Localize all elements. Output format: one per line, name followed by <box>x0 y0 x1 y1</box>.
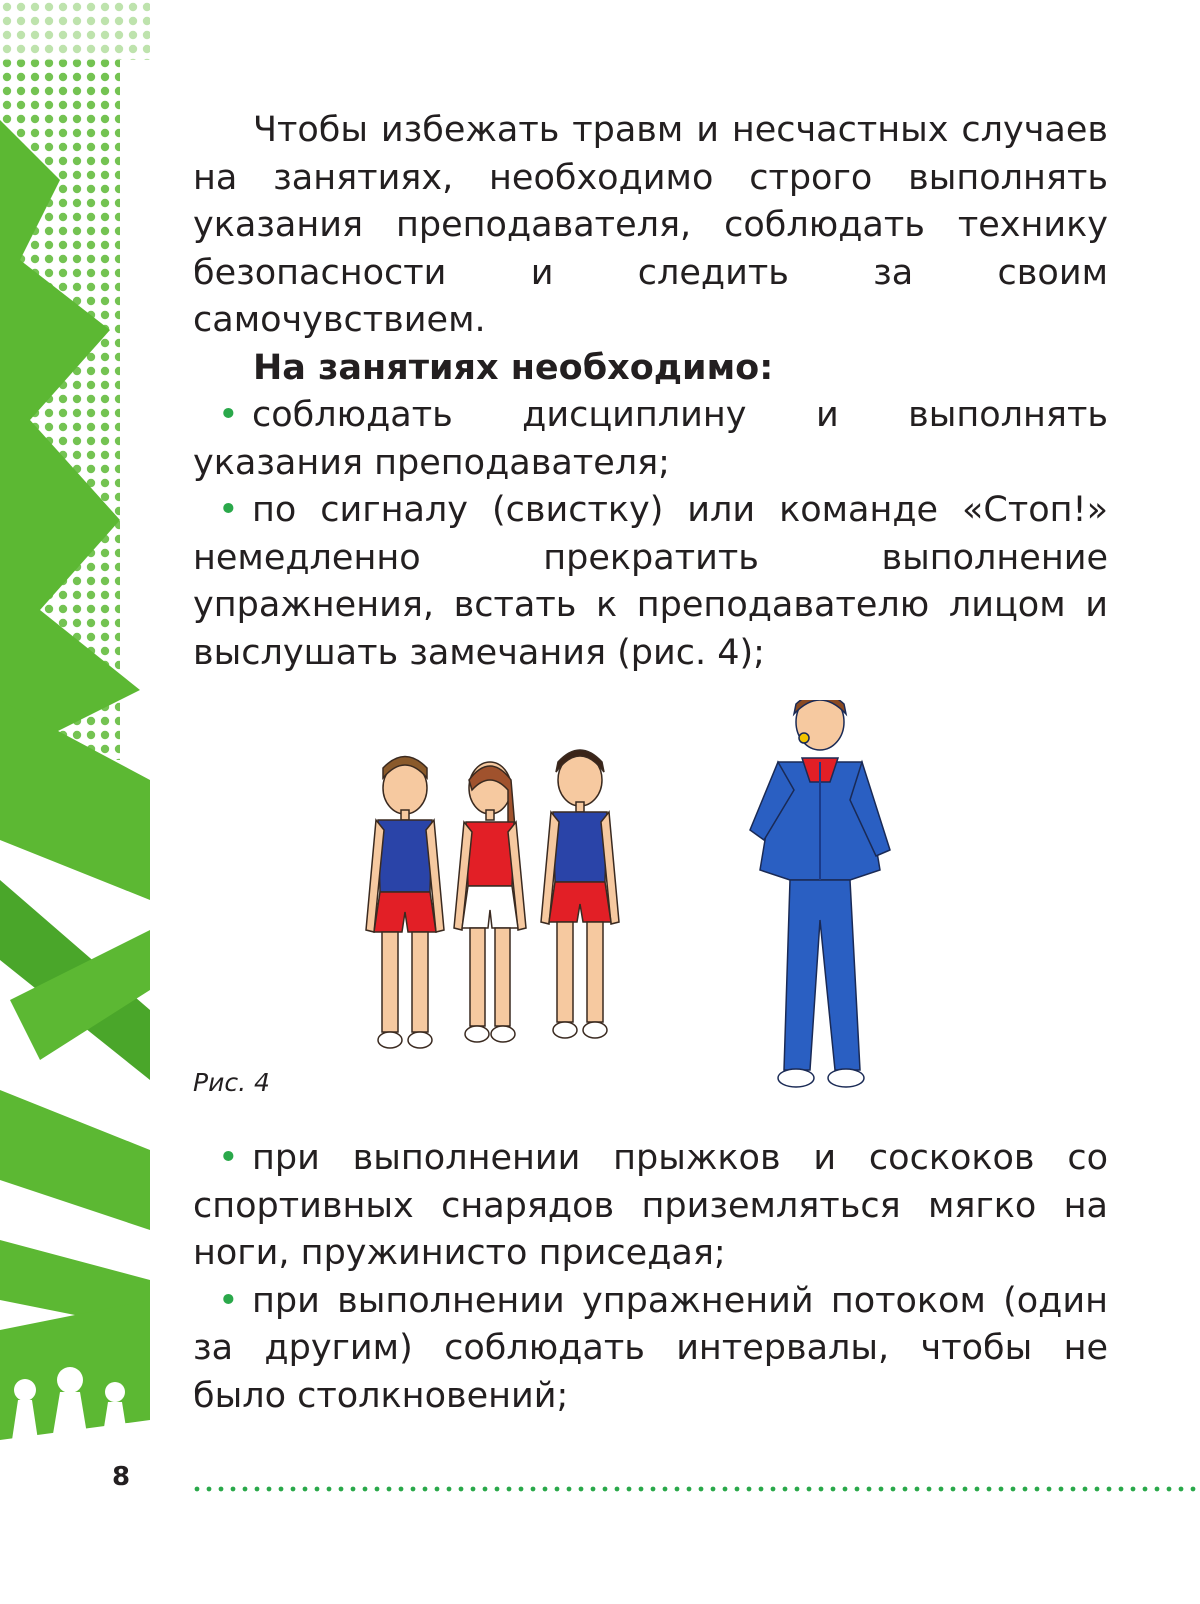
bullet-icon: • <box>218 395 239 435</box>
decorative-side-band <box>0 0 150 1480</box>
figure-illustration <box>190 700 950 1120</box>
intro-section <box>193 107 1108 677</box>
list-item: • при выполнении упражнений потоком (один за другим) соблюдать интервалы, чтобы не было столкновений; <box>193 1278 1108 1421</box>
list-item: • по сигналу (свистку) или команде «Стоп!» немедленно прекратить выполнение упражнения, встать к преподавателю лицом и выслушать замечания (рис. 4); <box>193 487 1108 677</box>
student-figure <box>541 750 619 1038</box>
student-figure <box>366 757 444 1049</box>
section-heading: На занятиях необходимо: <box>253 347 774 388</box>
teacher-figure <box>750 700 890 1087</box>
figure-caption: Рис. 4 <box>193 1068 270 1097</box>
list-continued <box>193 1135 1108 1420</box>
list-item: • при выполнении прыжков и соскоков со спортивных снарядов приземляться мягко на ноги, пружинисто приседая; <box>193 1135 1108 1278</box>
student-figure <box>454 762 526 1042</box>
bullet-icon: • <box>218 490 239 530</box>
list-item: • соблюдать дисциплину и выполнять указания преподавателя; <box>193 392 1108 487</box>
footer-dotted-rule <box>193 1478 1200 1486</box>
bullet-icon: • <box>218 1138 239 1178</box>
bullet-icon: • <box>218 1280 239 1321</box>
page-number: 8 <box>112 1462 131 1492</box>
intro-paragraph: Чтобы избежать травм и несчастных случаев на занятиях, необходимо строго выполнять указания преподавателя, соблюдать технику безопасности и следить за своим самочувствием. <box>193 110 1108 340</box>
